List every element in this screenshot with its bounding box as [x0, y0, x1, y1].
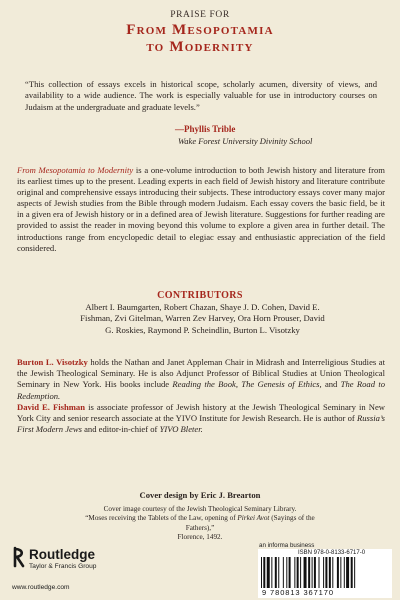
- fishman-journal: YIVO Bleter.: [159, 424, 203, 435]
- visotzky-name: Burton L. Visotzky: [17, 357, 88, 367]
- fishman-name: David E. Fishman: [17, 401, 85, 412]
- book-title-line-2: to Modernity: [146, 39, 254, 55]
- fishman-book: Russia’s First Modern Jews: [17, 413, 385, 435]
- book-description: [17, 165, 385, 254]
- fishman-bio-text: is associate professor of Jewish history at the Jewish Theological Seminary in New York City and senior research associate at the YIVO Institute for Jewish Research. He is author of: [17, 401, 385, 424]
- cover-credit-line-1: Cover image courtesy of the Jewish Theological Seminary Library.: [103, 505, 297, 513]
- book-title-line-1: From Mesopotamia: [126, 22, 274, 38]
- description-book-title: From Mesopotamia to Modernity: [17, 165, 134, 175]
- cover-design-credit: Cover design by Eric J. Brearton: [139, 490, 261, 500]
- publisher-website: www.routledge.com: [12, 584, 70, 591]
- barcode-icon: [261, 557, 389, 588]
- publisher-name: Routledge: [29, 547, 95, 562]
- publisher-block: [12, 546, 142, 596]
- cover-image-credit: [80, 505, 320, 542]
- visotzky-bio: [17, 357, 385, 402]
- description-text: is a one-volume introduction to both Jewish history and literature from its earliest times up to the present. Leading experts in each field of Jewish history and literature contribute original and comprehensive essays introducing their subjects. These introductory essays cover many major aspects of Jewish studies from the Bible through modern Judaism. Each essay covers the basic field, be it in a given era of Jewish history or in a defined area of Jewish literature. Suggestions for further reading are provided to assist the reader in moving beyond this volume to explore a given area in further detail. The introductions range from encyclopedic detail to elegiac essay and enthusiastic appreciation of the field considered.: [17, 165, 385, 253]
- praise-for-label: PRAISE FOR: [170, 10, 230, 20]
- testimonial-quote: “This collection of essays excels in historical scope, scholarly acumen, diversity of views, and availability to a wide audience. The work is especially valuable for use in introductory courses on Judaism at the undergraduate and graduate levels.”: [25, 79, 377, 112]
- routledge-logo-icon: [12, 546, 26, 568]
- author-bios: [17, 357, 385, 435]
- fishman-bio-text-2: and editor-in-chief of: [81, 424, 160, 435]
- fishman-bio: [17, 402, 385, 436]
- visotzky-and: and: [321, 379, 341, 390]
- informa-label: an informa business: [259, 542, 315, 549]
- cover-credit-line-2: “Moses receiving the Tablets of the Law, opening of Pirkei Avot (Sayings of the Fathers),”: [85, 514, 315, 532]
- testimonial-author: —Phyllis Trible: [175, 124, 236, 134]
- publisher-group: Taylor & Francis Group: [29, 563, 97, 570]
- isbn-barcode: [258, 549, 392, 598]
- contributors-heading: CONTRIBUTORS: [157, 290, 243, 301]
- visotzky-bio-text: holds the Nathan and Janet Appleman Chair in Midrash and Interreligious Studies at the Jewish Theological Seminary. He is also Adjunct Professor of Biblical Studies at Union Theological Seminary in New York. His books include: [17, 357, 385, 390]
- isbn-text: ISBN 978-0-8133-6717-0: [298, 550, 366, 556]
- testimonial-affiliation: Wake Forest University Divinity School: [178, 136, 313, 146]
- visotzky-books: Reading the Book, The Genesis of Ethics,: [172, 379, 322, 390]
- visotzky-book-3: The Road to Redemption.: [17, 379, 386, 401]
- barcode-digits: 9 780813 367170: [262, 588, 334, 597]
- cover-credit-line-3: Florence, 1492.: [177, 532, 223, 541]
- contributors-list: Albert I. Baumgarten, Robert Chazan, Shaye J. D. Cohen, David E. Fishman, Zvi Gitelman, Warren Zev Harvey, Ora Horn Prouser, David G. Roskies, Raymond P. Scheindlin, Burton L. Visotzky: [80, 302, 325, 335]
